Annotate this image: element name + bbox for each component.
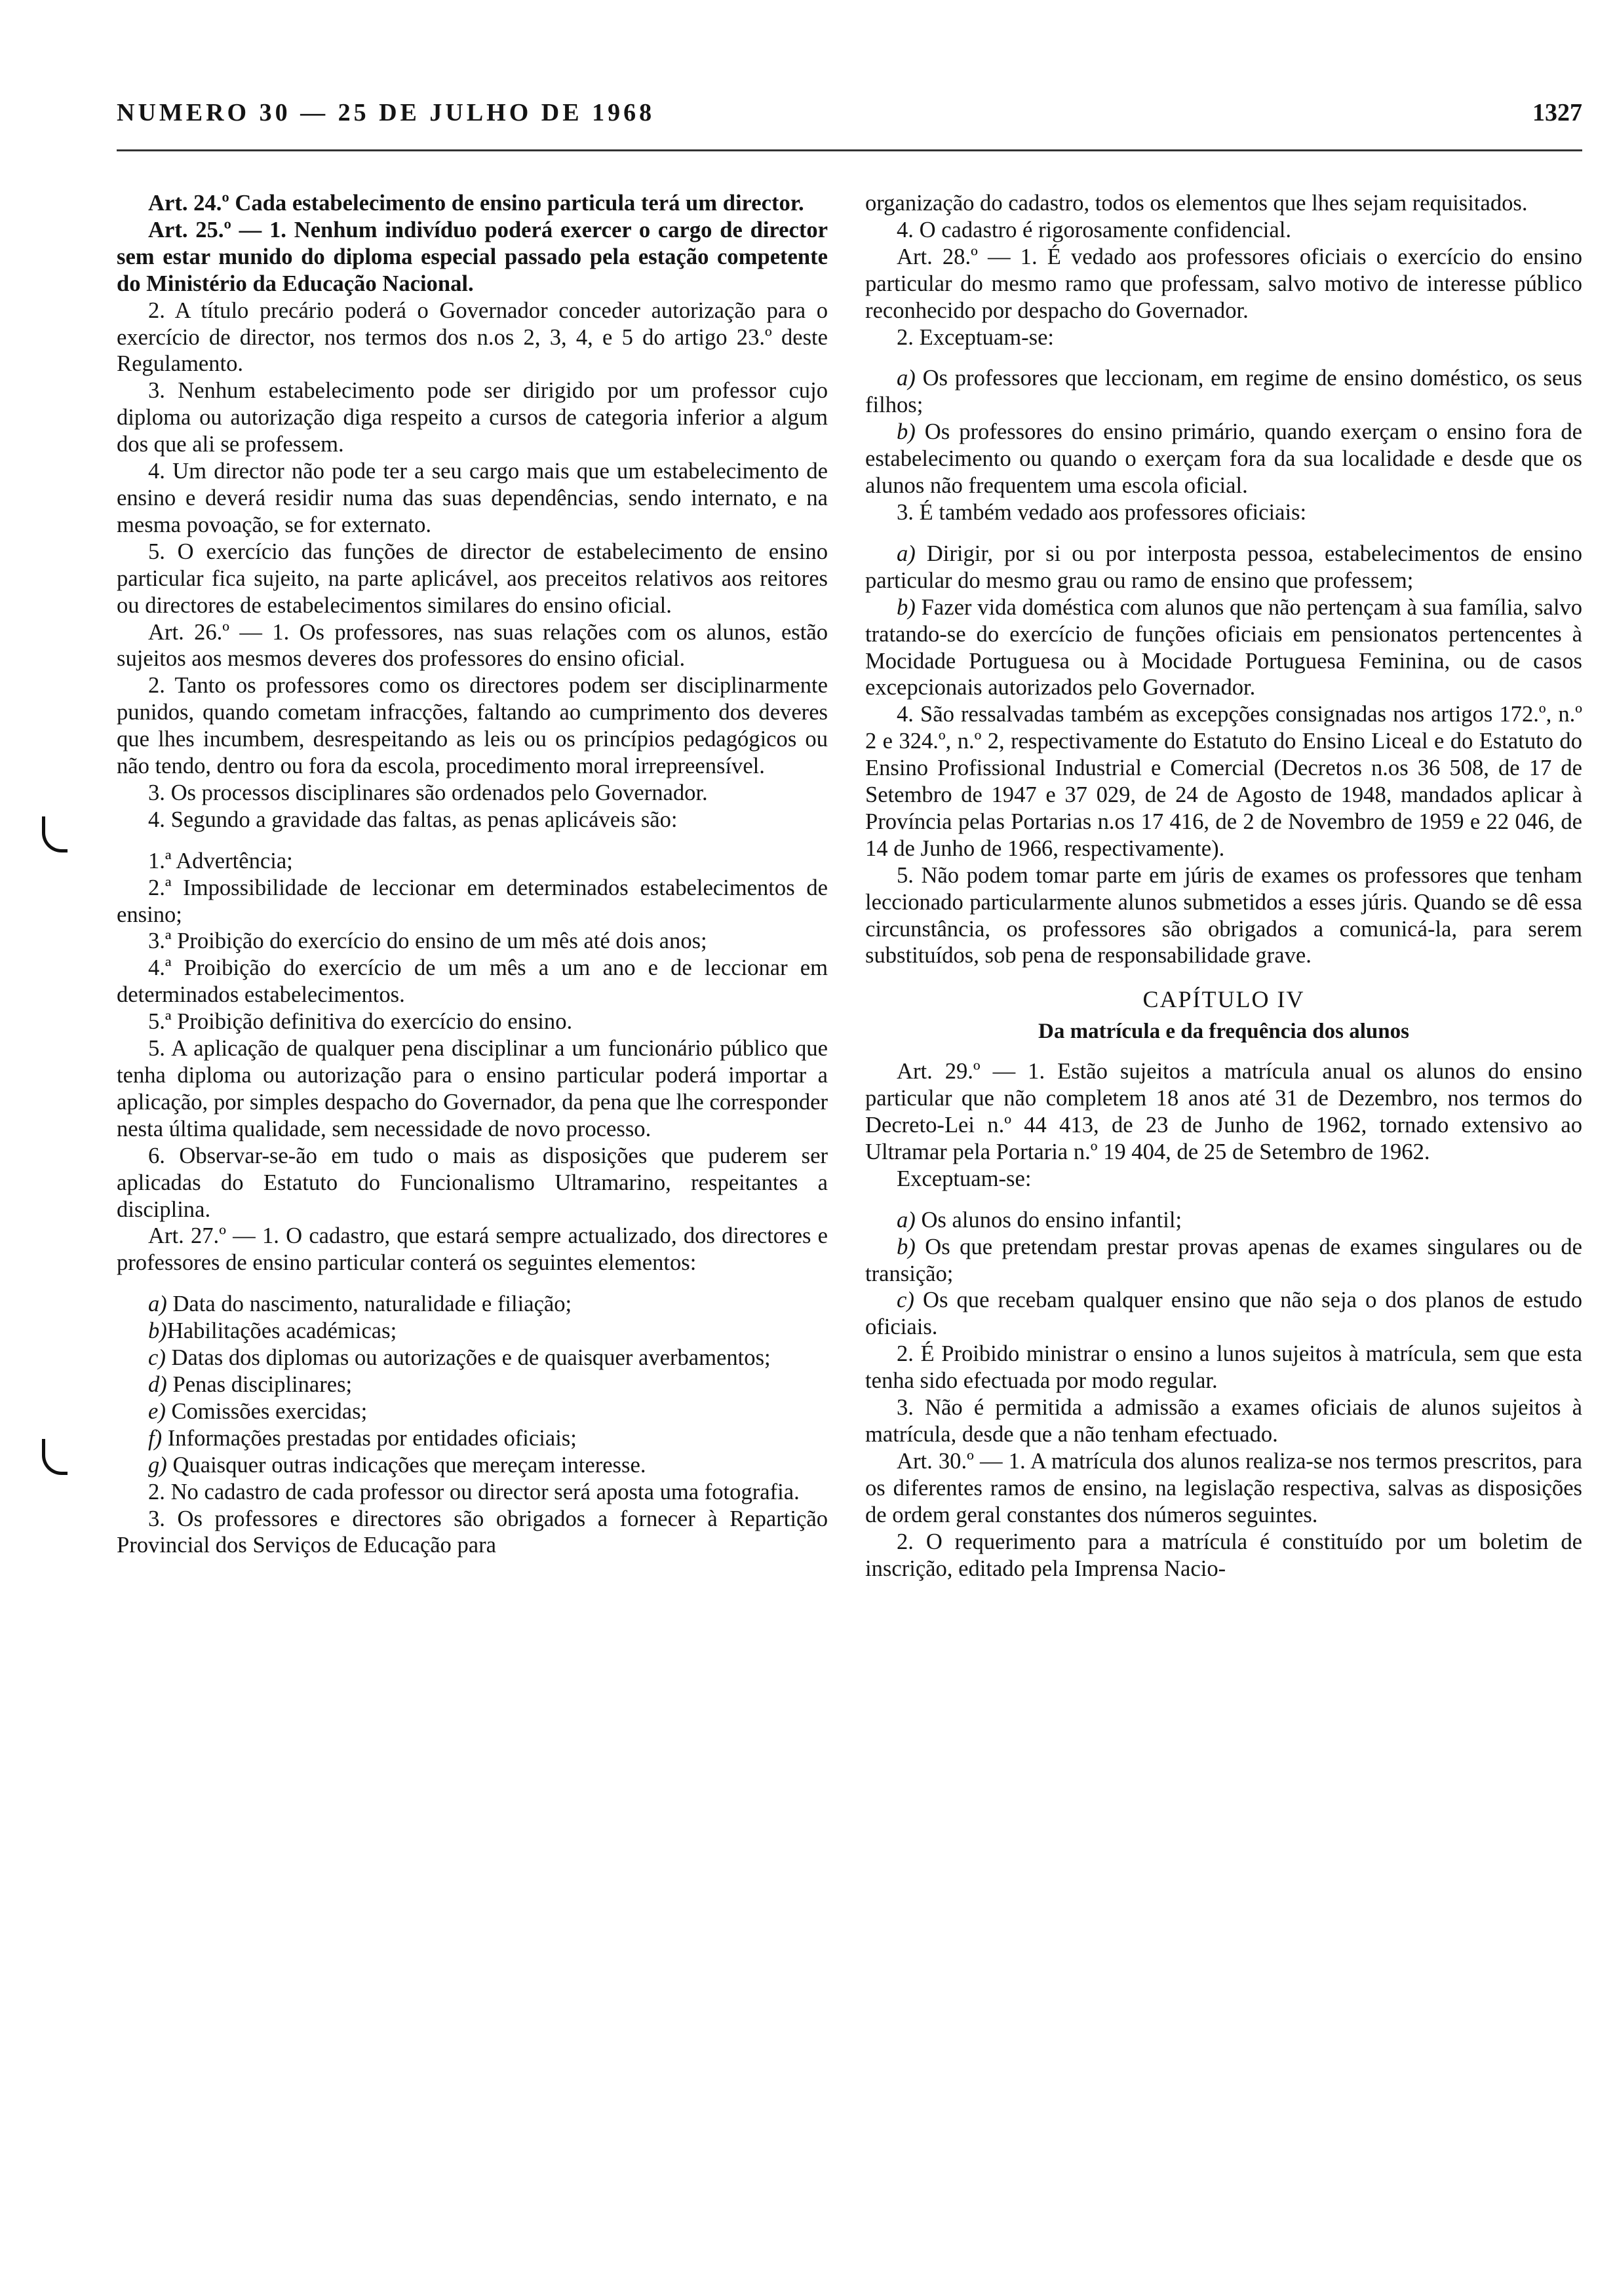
section-heading [865, 1018, 1582, 1045]
text-run: a) [897, 541, 916, 566]
paragraph [117, 807, 828, 833]
margin-mark [42, 1439, 68, 1475]
list-item [865, 1207, 1582, 1234]
list-item [117, 1425, 828, 1452]
text-run: Art. 30.º — 1. A matrícula dos alunos realiza-se nos termos prescritos, para os diferentes ramos de ensino, na legislação respectiva, salvas as disposições de ordem geral constantes dos números seguintes. [865, 1448, 1582, 1527]
text-run: 2.ª Impossibilidade de leccionar em determinados estabelecimentos de ensino; [117, 875, 828, 927]
paragraph [117, 297, 828, 378]
text-run: Art. 29.º — 1. Estão sujeitos a matrícula anual os alunos do ensino particular que não completem 18 anos até 31 de Dezembro, nos termos do Decreto-Lei n.º 44 413, de 23 de Junho de 1962, tornado extensivo ao Ultramar pela Portaria n.º 19 404, de 25 de Setembro de 1962. [865, 1059, 1582, 1164]
list-item [117, 955, 828, 1008]
text-run: 3. É também vedado aos professores oficiais: [897, 499, 1307, 525]
page-number: 1327 [1532, 99, 1582, 126]
text-run: Os professores que leccionam, em regime de ensino doméstico, os seus filhos; [865, 366, 1582, 418]
text-run: b) [897, 594, 916, 620]
text-run: f) [148, 1425, 163, 1451]
chapter-heading [865, 986, 1582, 1013]
text-run: 3. Os processos disciplinares são ordenados pelo Governador. [148, 780, 708, 805]
text-run: 1.ª Advertência; [148, 848, 293, 873]
text-run: 3.ª Proibição do exercício do ensino de um mês até dois anos; [148, 928, 707, 954]
text-run: 3. Os professores e directores são obrigados a fornecer à Repartição Provincial dos Serviços de Educação para [117, 1506, 828, 1558]
text-run: Art. 25.º — 1. Nenhum indivíduo poderá exercer o cargo de director sem estar munido do diploma especial passado pela estação competente do Ministério da Educação Nacional. [117, 217, 828, 296]
paragraph [117, 1479, 828, 1506]
text-run: Art. 26.º — 1. Os professores, nas suas relações com os alunos, estão sujeitos aos mesmos deveres dos professores do ensino oficial. [117, 619, 828, 672]
paragraph [865, 701, 1582, 862]
list-item [117, 1318, 828, 1345]
text-run: 2. O requerimento para a matrícula é constituído por um boletim de inscrição, editado pela Imprensa Nacio- [865, 1529, 1582, 1581]
right-column [865, 190, 1582, 1582]
list-item [865, 1287, 1582, 1341]
paragraph [865, 1448, 1582, 1529]
text-run: g) [148, 1452, 167, 1478]
text-run: organização do cadastro, todos os elementos que lhes sejam requisitados. [865, 191, 1528, 216]
list-item [117, 1345, 828, 1371]
paragraph [117, 217, 828, 297]
text-run: 2. No cadastro de cada professor ou director será aposta uma fotografia. [148, 1479, 800, 1504]
paragraph [865, 244, 1582, 324]
paragraph [117, 190, 828, 217]
text-run: Os que recebam qualquer ensino que não seja o dos planos de estudo oficiais. [865, 1288, 1582, 1340]
text-run: 3. Nenhum estabelecimento pode ser dirigido por um professor cujo diploma ou autorização diga respeito a cursos de categoria inferior a algum dos que ali se professem. [117, 378, 828, 457]
list-item [117, 1452, 828, 1479]
text-run: Penas disciplinares; [166, 1371, 353, 1397]
paragraph [117, 780, 828, 807]
paragraph [865, 1341, 1582, 1394]
text-run: Art. 24.º Cada estabelecimento de ensino particula terá um director. [148, 191, 804, 216]
text-run: Datas dos diplomas ou autorizações e de quaisquer averbamentos; [165, 1345, 771, 1371]
paragraph [865, 499, 1582, 526]
list-item [117, 875, 828, 928]
paragraph [117, 1143, 828, 1223]
text-run: Os professores do ensino primário, quando exerçam o ensino fora de estabelecimento ou quando o exerçam fora da sua localidade e desde que os alunos não frequentem uma escola oficial. [865, 419, 1582, 499]
text-run: c) [897, 1288, 914, 1313]
text-run: Art. 27.º — 1. O cadastro, que estará sempre actualizado, dos directores e professores de ensino particular conterá os seguintes elementos: [117, 1223, 828, 1276]
text-run: 5. O exercício das funções de director de estabelecimento de ensino particular fica sujeito, na parte aplicável, aos preceitos relativos aos reitores ou directores de estabelecimentos similares do ensino oficial. [117, 539, 828, 618]
text-run: Habilitações académicas; [166, 1318, 397, 1344]
text-run: b) [897, 419, 916, 445]
list-item [117, 1291, 828, 1318]
paragraph [117, 1506, 828, 1559]
text-run: 2. Tanto os professores como os directores podem ser disciplinarmente punidos, quando cometam infracções, faltando ao cumprimento dos deveres que lhes incumbem, desrespeitando as leis ou os princípios pedagógicos ou não tendo, dentro ou fora da escola, procedimento moral irrepreensível. [117, 673, 828, 779]
text-run: a) [897, 366, 916, 391]
paragraph [117, 619, 828, 673]
list-item [865, 419, 1582, 499]
paragraph [117, 1035, 828, 1143]
paragraph [117, 672, 828, 780]
text-run: Da matrícula e da frequência dos alunos [1038, 1020, 1409, 1044]
text-run: a) [148, 1292, 167, 1317]
paragraph [865, 1529, 1582, 1582]
text-run: Comissões exercidas; [165, 1398, 368, 1424]
list-item [865, 594, 1582, 702]
text-run: Dirigir, por si ou por interposta pessoa, estabelecimentos de ensino particular do mesmo grau ou ramo de ensino que professem; [865, 541, 1582, 593]
text-run: 4.ª Proibição do exercício de um mês a um ano e de leccionar em determinados estabelecimentos. [117, 955, 828, 1008]
text-run: e) [148, 1398, 166, 1424]
text-run: 3. Não é permitida a admissão a exames oficiais de alunos sujeitos à matrícula, desde que a não tenham efectuado. [865, 1395, 1582, 1447]
text-run: Quaisquer outras indicações que mereçam interesse. [166, 1452, 646, 1478]
text-run: Informações prestadas por entidades oficiais; [162, 1425, 577, 1451]
issue-title: NUMERO 30 — 25 DE JULHO DE 1968 [117, 99, 655, 126]
paragraph [117, 458, 828, 539]
paragraph [117, 539, 828, 619]
header-rule [117, 149, 1582, 151]
paragraph [865, 1166, 1582, 1193]
text-run: 4. Segundo a gravidade das faltas, as penas aplicáveis são: [148, 807, 678, 832]
text-run: 4. O cadastro é rigorosamente confidencial. [897, 217, 1291, 242]
list-item [117, 848, 828, 875]
list-item [117, 1398, 828, 1425]
text-run: 2. A título precário poderá o Governador conceder autorização para o exercício de director, nos termos dos n.os 2, 3, 4, e 5 do artigo 23.º deste Regulamento. [117, 297, 828, 377]
text-run: Exceptuam-se: [897, 1166, 1032, 1191]
list-item [865, 1234, 1582, 1288]
text-run: 5. A aplicação de qualquer pena disciplinar a um funcionário público que tenha diploma ou autorização para o ensino particular poderá importar a aplicação, por simples despacho do Governador, da pena que lhe corresponder nesta última qualidade, sem necessidade de novo processo. [117, 1036, 828, 1141]
text-run: 6. Observar-se-ão em tudo o mais as disposições que puderem ser aplicadas do Estatuto do Funcionalismo Ultramarino, respeitantes a disciplina. [117, 1143, 828, 1222]
text-run: 2. É Proibido ministrar o ensino a lunos sujeitos à matrícula, sem que esta tenha sido efectuada por modo regular. [865, 1341, 1582, 1394]
text-run: c) [148, 1345, 166, 1371]
list-item [117, 1008, 828, 1035]
text-run: 5.ª Proibição definitiva do exercício do ensino. [148, 1009, 573, 1035]
text-run: a) [897, 1207, 916, 1233]
text-run: Os alunos do ensino infantil; [915, 1207, 1182, 1233]
text-run: Fazer vida doméstica com alunos que não pertençam à sua família, salvo tratando-se do exercício de funções oficiais em pensionatos pertencentes à Mocidade Portuguesa ou à Mocidade Portuguesa Feminina, ou de casos excepcionais autorizados pelo Governador. [865, 594, 1582, 700]
paragraph [865, 862, 1582, 970]
paragraph [865, 1058, 1582, 1166]
paragraph [865, 190, 1582, 217]
text-run: 4. São ressalvadas também as excepções consignadas nos artigos 172.º, n.º 2 e 324.º, n.º 2, respectivamente do Estatuto do Ensino Liceal e do Estatuto do Ensino Profissional Industrial e Comercial (Decretos n.os 36 508, de 17 de Setembro de 1947 e 37 029, de 24 de Agosto de 1948, mandados aplicar à Província pelas Portarias n.os 17 416, de 2 de Novembro de 1959 e 22 046, de 14 de Junho de 1966, respectivamente). [865, 702, 1582, 861]
list-item [865, 541, 1582, 594]
paragraph [117, 1223, 828, 1276]
list-item [117, 1371, 828, 1398]
text-run: 4. Um director não pode ter a seu cargo mais que um estabelecimento de ensino e deverá residir numa das suas dependências, sendo internato, e na mesma povoação, se for externato. [117, 459, 828, 537]
page-header [117, 98, 1582, 138]
text-run: CAPÍTULO IV [1142, 986, 1305, 1013]
text-run: d) [148, 1371, 167, 1397]
paragraph [865, 1394, 1582, 1448]
text-run: 2. Exceptuam-se: [897, 324, 1055, 350]
paragraph [865, 217, 1582, 244]
text-run: Data do nascimento, naturalidade e filiação; [166, 1292, 572, 1317]
list-item [117, 928, 828, 955]
paragraph [117, 377, 828, 458]
list-item [865, 365, 1582, 419]
margin-mark [42, 816, 68, 852]
paragraph [865, 324, 1582, 351]
left-column [117, 190, 828, 1559]
text-run: Os que pretendam prestar provas apenas de exames singulares ou de transição; [865, 1234, 1582, 1286]
text-run: b) [148, 1318, 167, 1344]
text-run: 5. Não podem tomar parte em júris de exames os professores que tenham leccionado particularmente alunos submetidos a esses júris. Quando se dê essa circunstância, os professores são obrigados a comunicá-la, para serem substituídos, sob pena de responsabilidade grave. [865, 862, 1582, 968]
text-run: b) [897, 1234, 916, 1259]
text-run: Art. 28.º — 1. É vedado aos professores oficiais o exercício do ensino particular do mesmo ramo que professam, salvo motivo de interesse público reconhecido por despacho do Governador. [865, 244, 1582, 323]
